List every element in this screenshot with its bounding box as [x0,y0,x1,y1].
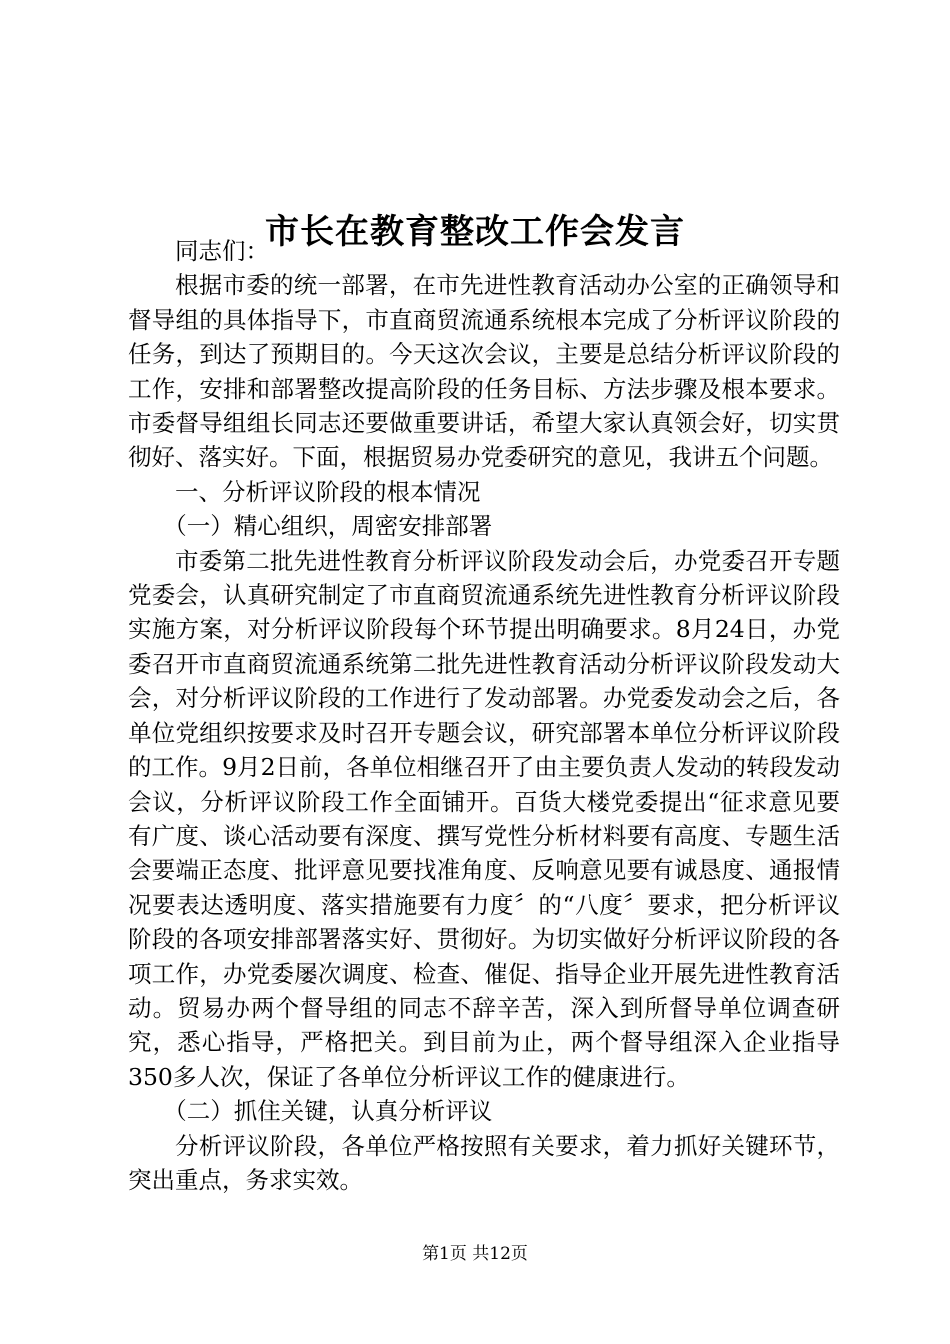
paragraph-key-points: 分析评议阶段，各单位严格按照有关要求，着力抓好关键环节，突出重点，务求实效。 [128,1131,840,1194]
paragraph-organization: 市委第二批先进性教育分析评议阶段发动会后，办党委召开专题党委会，认真研究制定了市直商贸流通系统先进性教育分析评议阶段实施方案，对分析评议阶段每个环节提出明确要求。8月24日，办党委召开市直商贸流通系统第二批先进性教育活动分析评议阶段发动大会，对分析评议阶段的工作进行了发动部署。办党委发动会之后，各单位党组织按要求及时召开专题会议，研究部署本单位分析评议阶段的工作。9月2日前，各单位相继召开了由主要负责人发动的转段发动会议，分析评议阶段工作全面铺开。百货大楼党委提出“征求意见要有广度、谈心活动要有深度、撰写党性分析材料要有高度、专题生活会要端正态度、批评意见要找准角度、反响意见要有诚恳度、通报情况要表达透明度、落实措施要有力度〞的“八度〞要求，把分析评议阶段的各项安排部署落实好、贯彻好。为切实做好分析评议阶段的各项工作，办党委屡次调度、检查、催促、指导企业开展先进性教育活动。贸易办两个督导组的同志不辞辛苦，深入到所督导单位调查研究，悉心指导，严格把关。到目前为止，两个督导组深入企业指导350多人次，保证了各单位分析评议工作的健康进行。 [128,546,840,1091]
document-body [128,234,840,1197]
paragraph-intro: 根据市委的统一部署，在市先进性教育活动办公室的正确领导和督导组的具体指导下，市直商贸流通系统根本完成了分析评议阶段的任务，到达了预期目的。今天这次会议，主要是总结分析评议阶段的工作，安排和部署整改提高阶段的任务目标、方法步骤及根本要求。市委督导组组长同志还要做重要讲话，希望大家认真领会好，切实贯彻好、落实好。下面，根据贸易办党委研究的意见，我讲五个问题。 [128,271,840,472]
document-title: 市长在教育整改工作会发言 [265,211,685,252]
salutation: 同志们： [175,237,269,265]
subsection-heading-1: （一）精心组织，周密安排部署 [163,512,493,541]
section-heading-1: 一、分析评议阶段的根本情况 [175,477,481,506]
subsection-heading-2: （二）抓住关键，认真分析评议 [163,1097,493,1126]
page-number-footer: 第1页 共12页 [422,1244,528,1264]
